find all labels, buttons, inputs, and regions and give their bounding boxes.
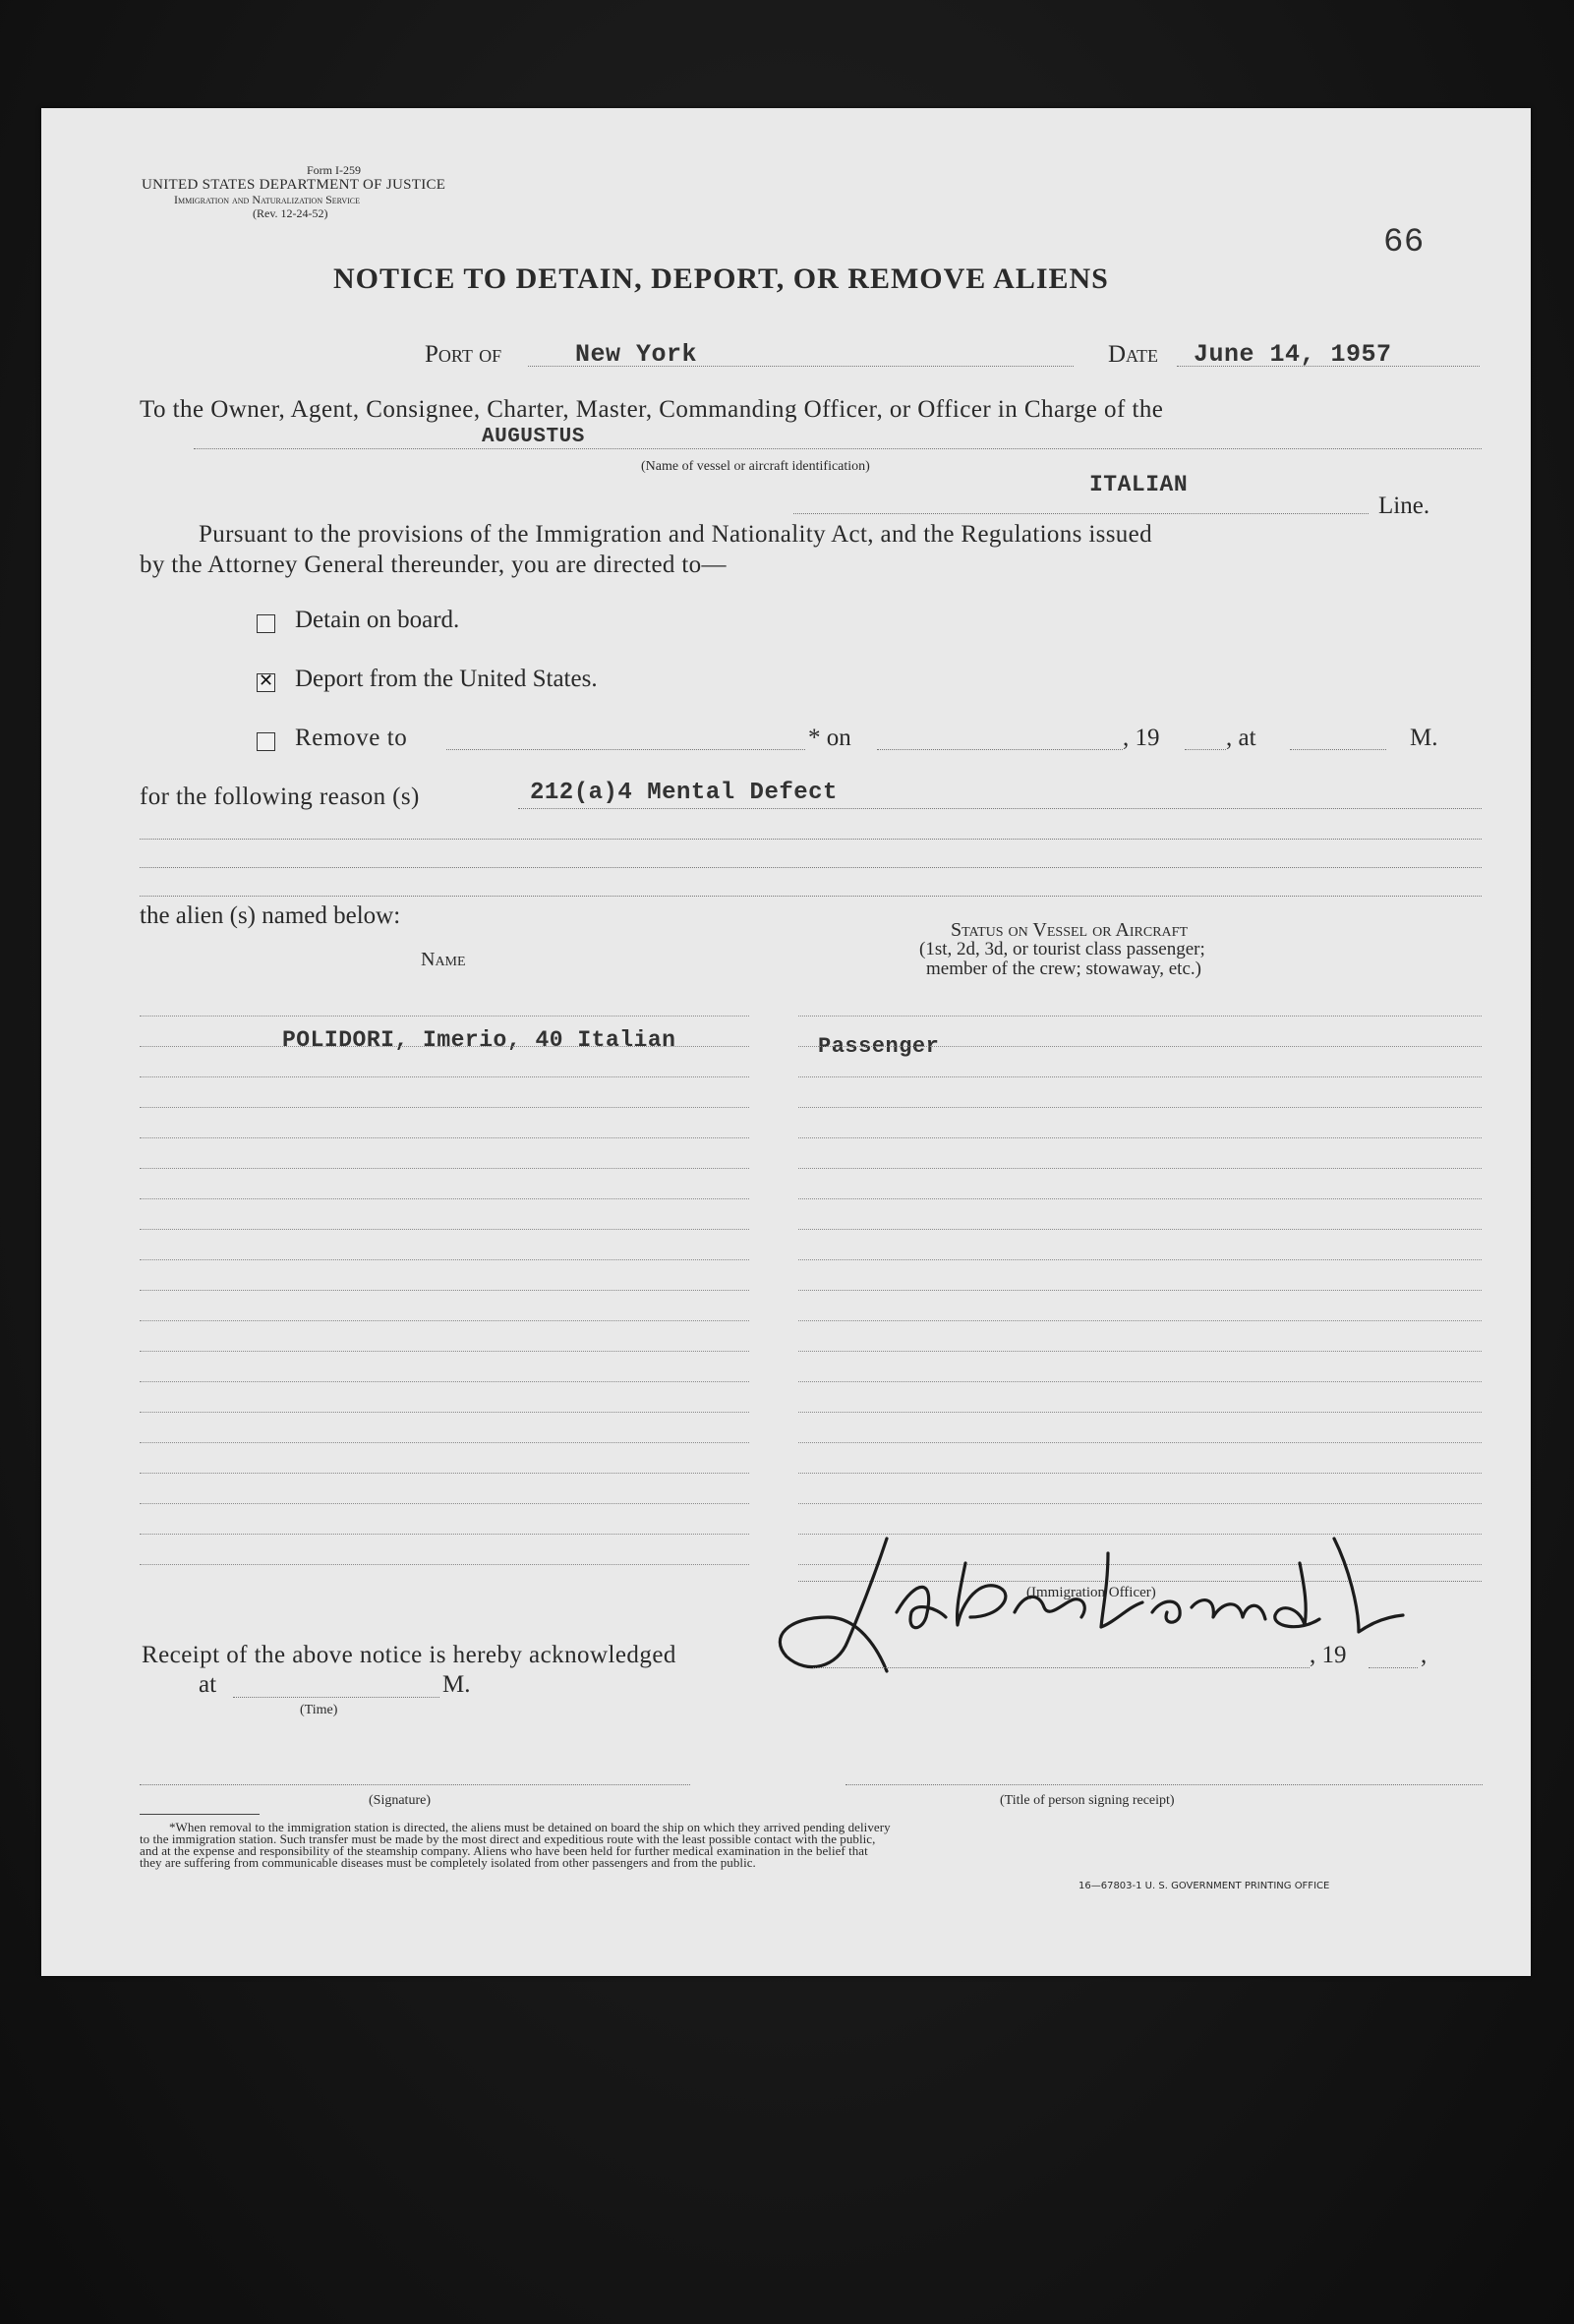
page-number: 66 <box>1383 224 1425 261</box>
name-rule <box>140 1412 749 1413</box>
status-rule <box>798 1351 1482 1352</box>
status-rule <box>798 1076 1482 1077</box>
status-rule <box>798 1259 1482 1260</box>
alien-name: POLIDORI, Imerio, 40 Italian <box>282 1027 676 1053</box>
revision-date: (Rev. 12-24-52) <box>253 206 328 220</box>
title-caption: (Title of person signing receipt) <box>1000 1793 1175 1808</box>
status-rule <box>798 1198 1482 1199</box>
footnote-rule <box>140 1814 260 1815</box>
status-rule <box>798 1016 1482 1017</box>
receipt-time-line <box>233 1697 439 1698</box>
name-rule <box>140 1259 749 1260</box>
remove-at-label: , at <box>1226 725 1256 751</box>
status-column-header: Status on Vessel or Aircraft <box>951 919 1189 941</box>
name-rule <box>140 1229 749 1230</box>
name-rule <box>140 1076 749 1077</box>
reason-line-2 <box>140 839 1482 840</box>
footnote-line-4: they are suffering from communicable diseases must be completely isolated from other passengers and from the public. <box>140 1855 756 1870</box>
service-name: Immigration and Naturalization Service <box>174 193 361 206</box>
pursuant-line-2: by the Attorney General thereunder, you are directed to— <box>140 552 727 578</box>
alien-status: Passenger <box>818 1034 940 1059</box>
footnote-line-2: to the immigration station. Such transfer must be made by the most direct and expeditious route with the least possible contact with the public, <box>140 1831 876 1846</box>
name-rule <box>140 1320 749 1321</box>
name-rule <box>140 1137 749 1138</box>
vessel-field-line <box>194 448 1482 449</box>
receipt-title-line <box>845 1784 1483 1785</box>
footnote-line-3: and at the expense and responsibility of the steamship company. Aliens who have been held for further medical examination in the belief that <box>140 1843 868 1858</box>
reason-line-1 <box>518 808 1482 809</box>
remove-on-label: * on <box>808 725 851 751</box>
remove-year-line <box>1185 749 1226 750</box>
pursuant-line-1: Pursuant to the provisions of the Immigration and Nationality Act, and the Regulations issued <box>199 521 1152 548</box>
deport-checkbox[interactable] <box>257 673 275 692</box>
line-suffix: Line. <box>1378 493 1430 519</box>
name-rule <box>140 1564 749 1565</box>
name-rule <box>140 1442 749 1443</box>
vessel-caption: (Name of vessel or aircraft identification) <box>641 459 870 474</box>
line-field-line <box>793 513 1369 514</box>
status-rule <box>798 1412 1482 1413</box>
detain-checkbox[interactable] <box>257 614 275 633</box>
receipt-date-line <box>813 1667 1310 1668</box>
name-column-header: Name <box>421 949 466 970</box>
receipt-signature-line <box>140 1784 690 1785</box>
status-rule <box>798 1442 1482 1443</box>
status-rule <box>798 1046 1482 1047</box>
line-value: ITALIAN <box>1089 472 1189 497</box>
port-label: Port of <box>425 341 502 368</box>
remove-label: Remove to <box>295 725 408 751</box>
receipt-year-line <box>1369 1667 1418 1668</box>
receipt-text: Receipt of the above notice is hereby acknowledged <box>142 1642 676 1668</box>
name-rule <box>140 1381 749 1382</box>
date-value: June 14, 1957 <box>1194 340 1392 369</box>
name-rule <box>140 1290 749 1291</box>
name-rule <box>140 1351 749 1352</box>
officer-caption: (Immigration Officer) <box>1026 1585 1156 1600</box>
reason-line-4 <box>140 896 1482 897</box>
receipt-at-label: at <box>199 1671 217 1698</box>
status-rule <box>798 1473 1482 1474</box>
name-rule <box>140 1168 749 1169</box>
status-rule <box>798 1290 1482 1291</box>
reason-label: for the following reason (s) <box>140 784 420 810</box>
remove-time-line <box>1290 749 1386 750</box>
deport-label: Deport from the United States. <box>295 666 598 692</box>
status-rule <box>798 1229 1482 1230</box>
name-rule <box>140 1534 749 1535</box>
aliens-intro: the alien (s) named below: <box>140 902 401 929</box>
status-rule <box>798 1137 1482 1138</box>
remove-checkbox[interactable] <box>257 732 275 751</box>
name-rule <box>140 1198 749 1199</box>
name-rule <box>140 1503 749 1504</box>
reason-value: 212(a)4 Mental Defect <box>530 780 838 806</box>
form-title: NOTICE TO DETAIN, DEPORT, OR REMOVE ALIENS <box>333 262 1109 295</box>
status-rule <box>798 1503 1482 1504</box>
footnote-line-1: *When removal to the immigration station is directed, the aliens must be detained on board the ship on which they arrived pending delivery <box>169 1820 891 1834</box>
status-note-1: (1st, 2d, 3d, or tourist class passenger; <box>919 939 1205 959</box>
status-rule <box>798 1320 1482 1321</box>
reason-line-3 <box>140 867 1482 868</box>
date-label: Date <box>1108 341 1159 368</box>
remove-m-label: M. <box>1410 725 1438 751</box>
receipt-comma: , <box>1421 1642 1428 1668</box>
detain-label: Detain on board. <box>295 607 460 633</box>
time-caption: (Time) <box>300 1703 338 1717</box>
status-rule <box>798 1168 1482 1169</box>
name-rule <box>140 1016 749 1017</box>
receipt-year-label: , 19 <box>1310 1642 1347 1668</box>
addressee-text: To the Owner, Agent, Consignee, Charter, Master, Commanding Officer, or Officer in Charge of the <box>140 396 1164 423</box>
name-rule <box>140 1107 749 1108</box>
printer-imprint: 16—67803-1 U. S. GOVERNMENT PRINTING OFFICE <box>1078 1881 1330 1891</box>
status-rule <box>798 1381 1482 1382</box>
receipt-m-label: M. <box>442 1671 471 1698</box>
vessel-value: AUGUSTUS <box>482 426 585 448</box>
remove-destination-line <box>446 749 805 750</box>
port-value: New York <box>575 340 698 369</box>
status-rule <box>798 1107 1482 1108</box>
remove-year-label: , 19 <box>1123 725 1160 751</box>
status-note-2: member of the crew; stowaway, etc.) <box>926 959 1201 979</box>
name-rule <box>140 1046 749 1047</box>
form-page <box>41 108 1531 1976</box>
department-name: UNITED STATES DEPARTMENT OF JUSTICE <box>142 177 446 193</box>
signature-caption: (Signature) <box>369 1793 431 1808</box>
name-rule <box>140 1473 749 1474</box>
remove-date-line <box>877 749 1123 750</box>
form-number: Form I-259 <box>307 163 361 177</box>
